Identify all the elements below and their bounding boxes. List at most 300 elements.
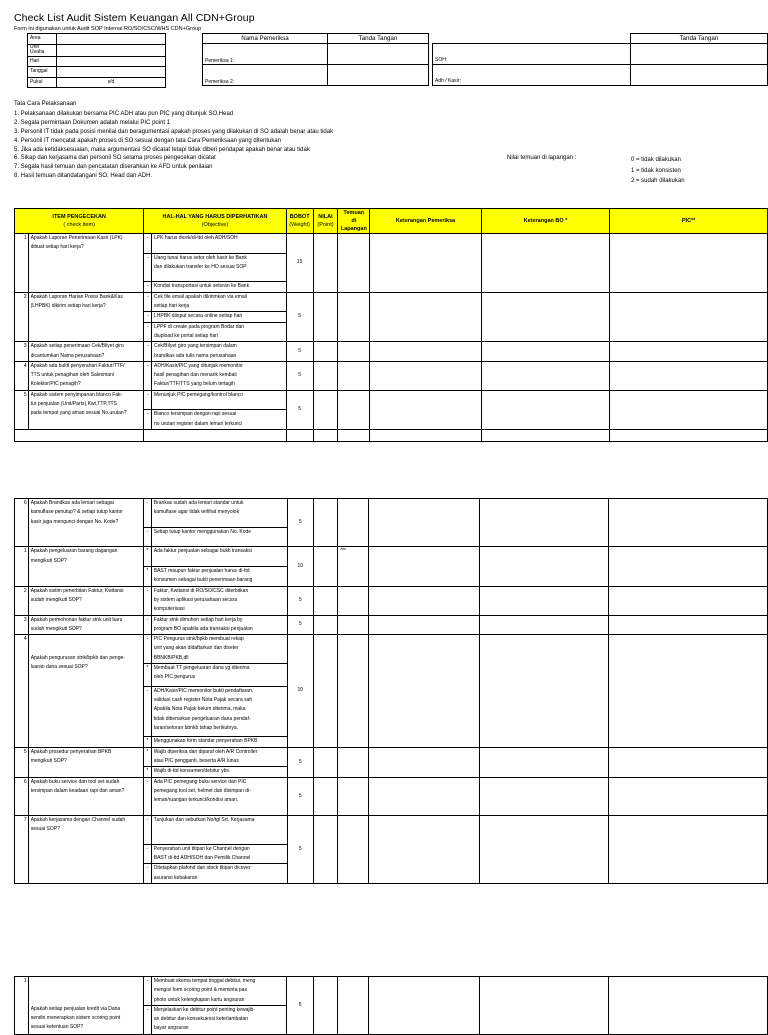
ket-bo-input[interactable] [480, 815, 608, 883]
ket-bo-input[interactable] [480, 547, 608, 586]
ket-pemeriksa-input[interactable] [370, 390, 481, 429]
objective-line: BAST di-ttd ADH/SOH dan Pemilik Channel [153, 854, 251, 861]
weight-value: 5 [286, 361, 313, 390]
temuan-input[interactable] [338, 615, 369, 635]
check-item-line: dibuat setiap hari kerja? [30, 244, 84, 251]
ket-pemeriksa-input[interactable] [369, 635, 480, 748]
signature-adh-field[interactable] [630, 64, 767, 85]
pic-input[interactable] [610, 292, 768, 341]
objective-bullet: - [144, 1005, 152, 1034]
objective-bullet: * [143, 547, 151, 567]
weight-value: 10 [287, 635, 313, 748]
check-item-line: Apakah setiap penerimaan Cek/Bilyet giro [30, 343, 124, 350]
objective-line: Menggunakan form standar penyerahan BPKB [153, 738, 258, 745]
weight-value: 10 [287, 547, 313, 586]
objective-line: pemegang tool set, helmet dan disimpan di- [153, 787, 251, 794]
pic-input[interactable] [608, 499, 767, 547]
header-bobot [286, 209, 313, 234]
weight-value: 5 [287, 747, 313, 777]
nilai-item: 2 = sudah dilakukan [631, 178, 685, 185]
check-item-line: Apakah pengeluaran barang dagangan [30, 548, 118, 555]
check-item-line: Apakah kerjasama dengan Channel sudah [30, 816, 126, 823]
weight-value: 15 [286, 234, 313, 293]
header-objective-sub: (Objective) [201, 222, 229, 228]
temuan-input[interactable]: *** [338, 547, 369, 586]
temuan-input[interactable] [338, 777, 369, 815]
objective-bullet: - [144, 234, 152, 254]
signature-soh-field[interactable] [630, 43, 767, 64]
pic-input[interactable] [608, 635, 767, 748]
signature-row-adh[interactable]: Adh / Kasir: [433, 64, 631, 85]
header-objective [144, 209, 286, 234]
nilai-input[interactable] [313, 361, 338, 390]
objective-line: BAST maupun faktur penjualan harus di-ttd [153, 568, 250, 575]
ket-pemeriksa-input[interactable] [369, 747, 480, 777]
nilai-input[interactable] [313, 815, 337, 883]
objective-bullet: - [143, 777, 151, 815]
row-number: 1 [15, 547, 29, 586]
check-item-line: pada tempat yang aman sesuai No.urutan? [30, 410, 127, 417]
check-item-line: mengikuti SOP? [30, 758, 67, 765]
ket-pemeriksa-input[interactable] [370, 292, 481, 341]
nilai-label: Nilai temuan di lapangan : [507, 155, 577, 161]
header-ket-pemeriksa [370, 209, 481, 234]
ket-pemeriksa-input[interactable] [369, 815, 480, 883]
header-item [15, 209, 144, 234]
temuan-input[interactable] [338, 361, 370, 390]
check-item [28, 390, 144, 429]
objective-line [154, 400, 284, 409]
nilai-input[interactable] [313, 499, 337, 547]
procedure-step: 2. Segala permintaan Dokumen adalah melalui PIC point 1 [14, 119, 171, 126]
header-nilai-label: NILAI [318, 214, 333, 220]
pic-input[interactable] [610, 390, 768, 429]
objective-line: ADH/Kasir/PIC yang ditunjuk memonitor [154, 362, 243, 369]
check-item [28, 234, 144, 293]
ket-bo-input[interactable] [480, 747, 608, 777]
check-item-line [31, 834, 141, 843]
nilai-input[interactable] [313, 547, 337, 586]
objective-line: Membuat skema tempat tinggal debitur, meng [153, 978, 256, 984]
check-item-line: kamuflase penutup? & setiap tutup kantor [30, 509, 123, 516]
info-field-pukul[interactable]: s/d [57, 77, 166, 88]
objective-bullet: - [143, 527, 151, 547]
check-item [28, 292, 144, 341]
objective-line: komputerisasi [153, 606, 185, 613]
info-field-area[interactable] [57, 34, 166, 45]
objective-line: setiap hari kerja [154, 303, 190, 310]
row-number: 5 [15, 390, 29, 429]
header-nilai [313, 209, 338, 234]
check-item [28, 977, 143, 1035]
examiner-col-name: Nama Pemeriksa [203, 34, 328, 44]
check-item-line: Apakah sistem penyimpanan blanco Fak- [30, 391, 123, 398]
ket-bo-input[interactable] [480, 615, 608, 635]
objective-bullet: - [144, 322, 152, 342]
check-item-line: Apakah buku service dan tool set sudah [30, 778, 120, 785]
objective-line [154, 806, 285, 815]
objective-line: BBNKB/PKB,dll [153, 654, 189, 661]
objective-line: hasil penagihan dan menarik kembali [154, 372, 237, 379]
empty-cell [313, 429, 338, 441]
ket-pemeriksa-input[interactable] [369, 615, 480, 635]
objective [151, 586, 287, 615]
nilai-item: 1 = tidak konsisten [631, 167, 681, 174]
nilai-input[interactable] [313, 292, 338, 341]
temuan-input[interactable] [338, 499, 369, 547]
check-item-line [31, 700, 141, 709]
header-item-sub: ( check item) [63, 222, 95, 228]
objective-line: Ditetapkan plafond dan stock titipan dicover [153, 865, 251, 872]
check-item-line [31, 566, 141, 575]
signature-row-soh[interactable]: SOH: [433, 43, 631, 64]
weight-value: 5 [286, 342, 313, 362]
objective-line: Tunjukan dan sebutkan No/tgl Srt. Kerjasama [153, 816, 255, 823]
temuan-input[interactable] [338, 815, 369, 883]
objective-line: LPPF di create pada program Bodar dan [154, 323, 245, 330]
objective-line: diupload ke portal setiap hari [154, 332, 218, 339]
pic-input[interactable] [608, 815, 767, 883]
pic-input[interactable] [610, 342, 768, 362]
check-item-line [31, 605, 141, 614]
check-item-line [31, 766, 141, 775]
check-item-line [31, 986, 141, 995]
nilai-input[interactable] [313, 977, 337, 1035]
temuan-input[interactable] [338, 747, 369, 777]
ket-pemeriksa-input[interactable] [369, 547, 480, 586]
check-item-line [31, 728, 141, 737]
table-header-row [15, 209, 768, 234]
signature-empty-head [433, 34, 532, 44]
check-item-line: Apakah Brandkas ada lemari sebagai [30, 500, 114, 506]
objective [151, 747, 287, 767]
temuan-input[interactable] [338, 586, 369, 615]
ket-pemeriksa-input[interactable] [369, 499, 480, 547]
temuan-input[interactable] [338, 234, 370, 293]
objective [151, 815, 287, 844]
check-item-line: Apakah sistim penerbitan Faktur, Kwitansi [30, 587, 124, 594]
examiner-row1-sign[interactable] [328, 44, 429, 65]
check-item [28, 342, 144, 362]
pic-input[interactable] [608, 747, 767, 777]
objective-line: LPK harus dicek/di-ttd oleh ADH/SOH [154, 235, 238, 241]
header-ket-bo [481, 209, 609, 234]
objective [152, 390, 287, 410]
objective-bullet: - [143, 615, 151, 635]
examiner-row1[interactable]: Pemeriksa 1: [203, 44, 328, 65]
objective [151, 635, 287, 664]
nilai-input[interactable] [313, 390, 338, 429]
examiner-col-sign: Tanda Tangan [328, 34, 429, 44]
check-item-line [31, 644, 141, 653]
objective-line: an debitur dan konsekuensi keterlambatan [153, 1016, 249, 1023]
info-label-hari: Hari [28, 56, 57, 67]
check-item-line [31, 527, 141, 536]
ket-pemeriksa-input[interactable] [370, 361, 481, 390]
objective-bullet: - [143, 844, 151, 864]
objective-line: LHPBK diinput secara online setiap hari [154, 313, 243, 320]
info-field-hari[interactable] [57, 56, 166, 67]
info-label-tanggal: Tanggal [28, 67, 57, 78]
header-ket-pemeriksa-label: Keterangan Pemeriksa [395, 218, 456, 224]
objective [152, 361, 287, 390]
objective-line: Cek/Bilyet giro yang tersimpan dalam [154, 343, 237, 350]
procedure-step: 6. Sikap dan kerjasama dari personil SO selama proses pengecekan dicatat [14, 155, 216, 162]
empty-cell [338, 429, 370, 441]
weight-value: 5 [286, 292, 313, 341]
empty-cell [15, 429, 144, 441]
check-item-line: mengikuti SOP? [30, 557, 67, 564]
ket-pemeriksa-input[interactable] [369, 777, 480, 815]
check-item [28, 777, 143, 815]
objective-bullet: - [143, 815, 151, 844]
objective-line: PIC Pengurus stnk/bpkb membuat rekap [153, 636, 244, 643]
ket-pemeriksa-input[interactable] [368, 977, 479, 1035]
checklist-table-2 [14, 498, 768, 884]
objective [152, 312, 287, 322]
procedure-step: 4. Personil IT mencatat apakah proses di SO sesuai dengan tata Cara Pemeriksaan yang ditentukan [14, 137, 282, 144]
temuan-input[interactable] [338, 342, 370, 362]
signature-empty-head2 [531, 34, 630, 44]
weight-value: 5 [287, 977, 313, 1035]
nilai-input[interactable] [313, 635, 337, 748]
check-item-line [31, 710, 141, 719]
objective [151, 977, 287, 1006]
check-item-line [31, 844, 141, 853]
info-label-unit: Unit Usaha [28, 44, 57, 56]
objective-bullet: - [144, 342, 152, 362]
temuan-input[interactable] [337, 977, 368, 1035]
check-item [28, 586, 143, 615]
check-item [28, 747, 143, 777]
check-item [28, 815, 143, 883]
procedure-step: 3. Personil IT tidak pada posisi menilai dan beragumentasi apakah proses yang dilakukan di SO adalah benar atau tidak [14, 128, 334, 135]
objective-bullet: - [143, 586, 151, 615]
check-item-line [31, 719, 141, 728]
objective-bullet: - [144, 312, 152, 322]
nilai-input[interactable] [313, 747, 337, 777]
objective-line [154, 272, 284, 281]
check-item-line: sudah mengikuti SOP? [30, 625, 82, 632]
check-item-line [31, 996, 141, 1005]
header-objective-label: HAL-HAL YANG HARUS DIPERHATIKAN [162, 214, 268, 220]
objective-line: photo untuk kelengkapan kartu angsuran [153, 996, 245, 1003]
objective-line [154, 557, 285, 566]
objective-line: brandkas ada tulis nama perusahaan [154, 352, 237, 359]
procedure-step: 8. Hasil temuan ditandatangani SO. Head dan ADH. [14, 173, 153, 180]
nilai-input[interactable] [313, 342, 338, 362]
objective [152, 253, 287, 282]
objective-line [154, 834, 285, 843]
objective-line: konsumen sebagai bukti penerimaan barang [153, 577, 253, 584]
objective-line: Brankas sudah ada lemari standar untuk [153, 500, 244, 506]
objective-line: Blanco tersimpan dengan rapi sesuai [154, 411, 237, 418]
objective-bullet: - [143, 499, 151, 528]
objective [151, 527, 287, 547]
objective [151, 844, 287, 864]
examiner-table [202, 33, 429, 86]
pic-input[interactable] [608, 547, 767, 586]
objective-line: Wajib di-ttd konsumen/debitur ybs. [153, 768, 231, 775]
objective-bullet: - [144, 282, 152, 292]
objective [152, 322, 287, 342]
check-item-line: sudah mengikuti SOP? [30, 596, 82, 603]
nilai-input[interactable] [313, 777, 337, 815]
empty-cell [610, 429, 768, 441]
objective [151, 737, 287, 747]
empty-cell [481, 429, 609, 441]
ket-bo-input[interactable] [481, 292, 609, 341]
procedure-step: 7. Segala hasil temuan dan pencatatan diserahkan ke AFD untuk penilaian [14, 164, 213, 171]
nilai-input[interactable] [313, 586, 337, 615]
row-number: 5 [15, 747, 29, 777]
check-item [28, 547, 143, 586]
objective [152, 282, 287, 292]
objective-line: program BO apabila ada transaksi penjualan [153, 625, 253, 632]
check-item-line: sesuai ketentuan SOP? [30, 1024, 84, 1031]
ket-pemeriksa-input[interactable] [369, 586, 480, 615]
header-bobot-sub: (Weight) [289, 222, 310, 228]
pic-input[interactable] [608, 615, 767, 635]
objective [151, 777, 287, 815]
empty-row [15, 429, 768, 441]
objective-line: Ada faktur penjualan sebagai bukti transaksi [153, 548, 252, 555]
pic-input[interactable] [610, 361, 768, 390]
ket-bo-input[interactable] [480, 777, 608, 815]
temuan-input[interactable] [338, 292, 370, 341]
check-item-line [31, 682, 141, 691]
objective [151, 864, 287, 884]
objective-line: Faktur/TTF/TTS yang belum tertagih [154, 381, 235, 388]
examiner-row2[interactable]: Pemeriksa 2: [203, 65, 328, 86]
procedure-section [14, 100, 333, 181]
objective [151, 567, 287, 587]
objective [151, 686, 287, 737]
check-item-line [31, 796, 141, 805]
page-subtitle: Form ini digunakan untuk Audit SOP Internal RO/SO/CSC/WHS CDN+Group [14, 26, 202, 32]
objective [151, 767, 287, 777]
ket-pemeriksa-input[interactable] [370, 234, 481, 293]
objective-bullet: - [143, 635, 151, 664]
info-label-pukul: Pukul [28, 77, 57, 88]
page-title: Check List Audit Sistem Keuangan All CDN+Group [14, 12, 255, 24]
info-field-tanggal[interactable] [57, 67, 166, 78]
temuan-input[interactable] [338, 635, 369, 748]
objective-line: by sistem aplikasi perusahaan secara [153, 596, 238, 603]
header-pic-label: PIC** [681, 218, 696, 224]
check-item-line: TTS untuk penagihan oleh Salesman/ [30, 372, 115, 379]
objective [151, 547, 287, 567]
check-item-line: luaran dana sesuai SOP? [30, 664, 88, 671]
objective [152, 342, 287, 362]
objective-bullet: - [144, 253, 152, 282]
check-item-line [31, 737, 141, 746]
row-number: 6 [15, 499, 29, 547]
check-item-line: Apakah Laporan Penerimaan Kasir (LPK) [30, 235, 123, 241]
ket-bo-input[interactable] [480, 635, 608, 748]
objective-line: Faktur, Kwitansi di RO/SO/CSC diterbitkan [153, 587, 249, 594]
pic-input[interactable] [610, 234, 768, 293]
objective-line: kamuflase agar tidak terlihat menyolok [153, 509, 240, 516]
objective [152, 292, 287, 312]
objective-line: Penyerahan unit titipan ke Channel dengan [153, 845, 250, 852]
objective-bullet: * [143, 737, 151, 747]
info-label-area: Area [28, 34, 57, 45]
ket-bo-input[interactable] [481, 361, 609, 390]
objective-line: Membuat TT pengeluaran dana yg diterima [153, 665, 250, 672]
objective-bullet: - [144, 410, 152, 430]
objective-line: ADH/Kasir/PIC memonitor bukti pendaftaran, [153, 687, 254, 694]
check-item-line [31, 691, 141, 700]
examiner-row2-sign[interactable] [328, 65, 429, 86]
check-item-line: tersimpan dalam keadaan rapi dan aman? [30, 787, 125, 794]
check-item-line [31, 419, 142, 428]
info-field-unit[interactable] [57, 44, 166, 56]
check-item-line [31, 977, 141, 986]
objective-line: Menjelaskan ke debitur point penting kewajib- [153, 1006, 255, 1013]
row-number: 3 [15, 342, 29, 362]
weight-value: 5 [287, 777, 313, 815]
header-nilai-sub: (Point) [317, 222, 334, 228]
objective-line: Ada PIC pemegang buku service dan PIC [153, 778, 247, 785]
info-table [27, 33, 166, 88]
objective-line: tidak dibenarkan pengeluaran dana pendaf- [153, 715, 251, 722]
check-item-line: sesuai SOP? [30, 826, 60, 833]
header-ket-bo-label: Keterangan BO * [523, 218, 568, 224]
temuan-input[interactable] [338, 390, 370, 429]
pic-input[interactable] [608, 977, 767, 1035]
objective-line: Apabila Nota Pajak belum diterima, maka [153, 706, 246, 713]
objective-line: Wajib diperiksa dan diparaf oleh A/R Controller [153, 748, 258, 755]
pic-input[interactable] [608, 586, 767, 615]
row-number: 4 [15, 635, 29, 748]
objective-line: oleh PIC pengurus [153, 674, 196, 681]
ket-bo-input[interactable] [481, 390, 609, 429]
objective-line: unit yang akan didaftarkan dan diseter [153, 645, 239, 652]
objective-line: mengisi form scoring point & meminta pas [153, 987, 247, 994]
checklist-table-3 [14, 976, 768, 1035]
objective-bullet: - [144, 292, 152, 312]
objective-line: validasi cash register Nota Pajak secara sah [153, 697, 253, 704]
ket-pemeriksa-input[interactable] [370, 342, 481, 362]
check-item-line [31, 672, 141, 681]
row-number: 1 [15, 977, 29, 1035]
objective-line: taran/setoran bbnkb tahap berikutnya. [153, 724, 238, 731]
objective [151, 664, 287, 687]
ket-bo-input[interactable] [481, 342, 609, 362]
checklist-table-1 [14, 208, 768, 442]
ket-bo-input[interactable] [480, 586, 608, 615]
ket-bo-input[interactable] [481, 234, 609, 293]
check-item-line: Apakah Laporan Harian Posisi Bank&Kas [30, 293, 123, 300]
nilai-input[interactable] [313, 615, 337, 635]
weight-value: 5 [287, 815, 313, 883]
signature-header: Tanda Tangan [630, 34, 767, 44]
weight-value: 5 [287, 586, 313, 615]
check-item-line: Apakah pengurusan stnk/bpkb dan penge- [30, 654, 125, 661]
check-item [28, 361, 144, 390]
ket-bo-input[interactable] [480, 977, 609, 1035]
objective-bullet: * [143, 664, 151, 687]
row-number: 3 [15, 615, 29, 635]
pic-input[interactable] [608, 777, 767, 815]
objective [152, 410, 287, 430]
ket-bo-input[interactable] [480, 499, 608, 547]
header-pic [610, 209, 768, 234]
nilai-input[interactable] [313, 234, 338, 293]
objective-line: Kondisi transportasi untuk setoran ke Bank [154, 283, 250, 290]
row-number: 7 [15, 815, 29, 883]
